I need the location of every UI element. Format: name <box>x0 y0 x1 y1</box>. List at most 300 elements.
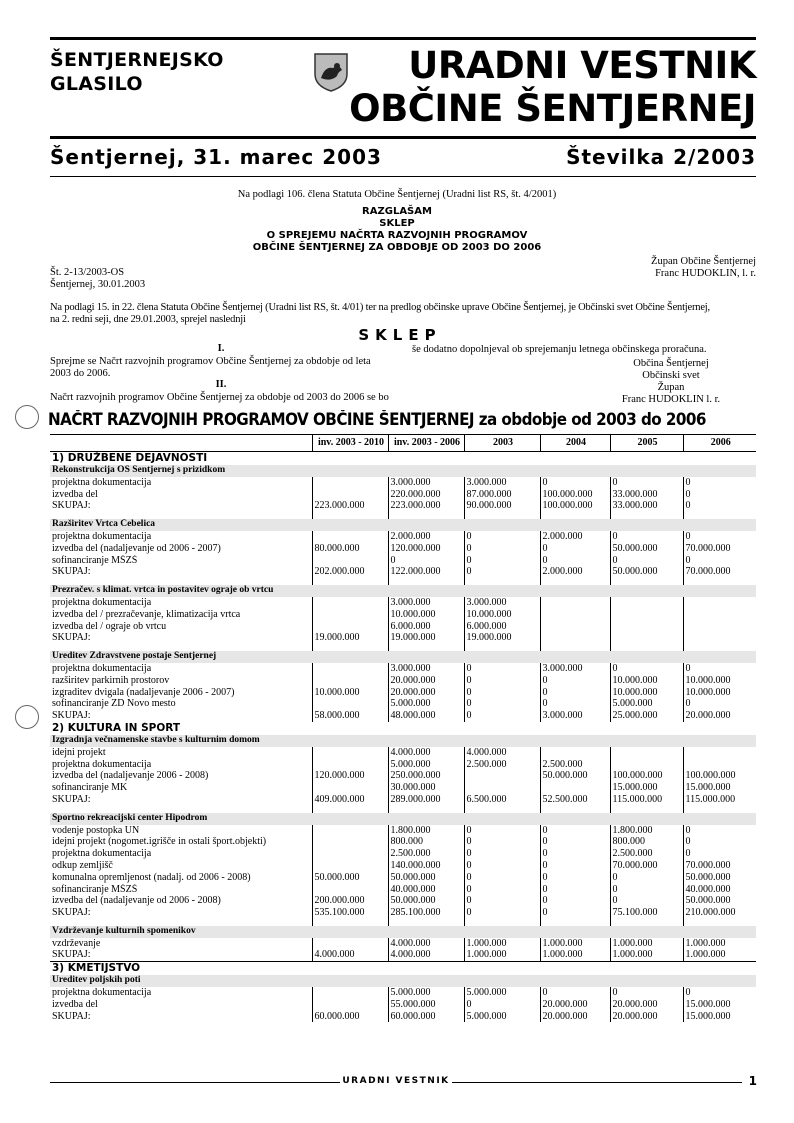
amount-cell: 0 <box>683 825 756 837</box>
amount-cell: 0 <box>540 884 610 896</box>
amount-cell: 0 <box>540 895 610 907</box>
table-row <box>50 489 756 501</box>
amount-cell: 0 <box>464 872 540 884</box>
spacer-cell <box>683 919 756 926</box>
amount-cell: 1.000.000 <box>610 949 683 961</box>
project-row <box>50 813 756 825</box>
table-row <box>50 597 756 609</box>
amount-cell: 0 <box>610 895 683 907</box>
proclamation-l3: O SPREJEMU NAČRTA RAZVOJNIH PROGRAMOV <box>266 230 528 241</box>
decision-art1-line-1: Sprejme se Načrt razvojnih programov Občine Šentjernej za obdobje od leta <box>50 356 371 367</box>
glasilo-line-2: GLASILO <box>50 73 143 95</box>
amount-cell: 0 <box>683 531 756 543</box>
amount-cell <box>312 621 388 633</box>
amount-cell: 120.000.000 <box>388 543 464 555</box>
amount-cell: 0 <box>610 884 683 896</box>
amount-cell: 80.000.000 <box>312 543 388 555</box>
total-row <box>50 566 756 578</box>
total-row <box>50 1011 756 1023</box>
total-row <box>50 500 756 512</box>
amount-cell: 0 <box>464 566 540 578</box>
publication-title-line-2: OBČINE ŠENTJERNEJ <box>349 87 756 130</box>
amount-cell: 0 <box>683 500 756 512</box>
amount-cell: 100.000.000 <box>540 489 610 501</box>
row-label: projektna dokumentacija <box>52 476 152 488</box>
decision-sig-3: Župan <box>657 382 685 393</box>
amount-cell <box>312 759 388 771</box>
row-label: SKUPAJ: <box>52 907 91 919</box>
project-row <box>50 975 756 987</box>
spacer-cell <box>312 644 388 651</box>
amount-cell: 33.000.000 <box>610 500 683 512</box>
amount-cell: 3.000.000 <box>388 477 464 489</box>
amount-cell: 2.500.000 <box>388 848 464 860</box>
row-label: SKUPAJ: <box>52 566 91 578</box>
amount-cell: 0 <box>464 543 540 555</box>
spacer-cell <box>312 512 388 519</box>
amount-cell: 4.000.000 <box>388 747 464 759</box>
column-header: inv. 2003 - 2006 <box>388 435 464 452</box>
amount-cell: 50.000.000 <box>540 770 610 782</box>
project-title: Ureditev Zdravstvene postaje Šentjernej <box>50 651 756 663</box>
amount-cell: 0 <box>540 836 610 848</box>
row-label: izvedba del <box>52 998 98 1010</box>
proclamation-sig-2: Franc HUDOKLIN, l. r. <box>655 268 756 279</box>
footer-label: URADNI VESTNIK <box>342 1076 450 1086</box>
table-row <box>50 663 756 675</box>
amount-cell: 4.000.000 <box>464 747 540 759</box>
row-label: SKUPAJ: <box>52 500 91 512</box>
amount-cell: 10.000.000 <box>610 675 683 687</box>
amount-cell: 20.000.000 <box>540 1011 610 1023</box>
column-header: inv. 2003 - 2010 <box>312 435 388 452</box>
row-label: odkup zemljišč <box>52 859 113 871</box>
row-label: SKUPAJ: <box>52 632 91 644</box>
publication-title-line-1: URADNI VESTNIK <box>408 44 756 87</box>
amount-cell: 0 <box>464 698 540 710</box>
column-header: 2005 <box>610 435 683 452</box>
amount-cell <box>610 609 683 621</box>
amount-cell <box>610 759 683 771</box>
amount-cell <box>312 860 388 872</box>
spacer-cell <box>540 578 610 585</box>
table-row <box>50 687 756 699</box>
decision-heading: SKLEP <box>358 326 442 344</box>
table-body <box>50 435 756 1023</box>
amount-cell: 19.000.000 <box>388 632 464 644</box>
amount-cell: 50.000.000 <box>312 872 388 884</box>
amount-cell <box>312 938 388 950</box>
section-title: 2) KULTURA IN ŠPORT <box>52 721 181 734</box>
amount-cell <box>312 531 388 543</box>
amount-cell: 2.500.000 <box>464 759 540 771</box>
amount-cell: 6.000.000 <box>388 621 464 633</box>
spacer-cell <box>388 644 464 651</box>
amount-cell: 0 <box>540 698 610 710</box>
amount-cell: 0 <box>610 477 683 489</box>
amount-cell: 1.000.000 <box>683 938 756 950</box>
amount-cell: 30.000.000 <box>388 782 464 794</box>
amount-cell: 0 <box>683 848 756 860</box>
amount-cell <box>610 747 683 759</box>
row-label: projektna dokumentacija <box>52 758 152 770</box>
amount-cell: 0 <box>464 531 540 543</box>
spacer-cell <box>610 806 683 813</box>
amount-cell: 33.000.000 <box>610 489 683 501</box>
footer-rule-right <box>452 1082 742 1083</box>
amount-cell: 0 <box>464 999 540 1011</box>
row-label: komunalna opremljenost (nadalj. od 2006 - 2008) <box>52 871 251 883</box>
table-row <box>50 698 756 710</box>
amount-cell: 60.000.000 <box>388 1011 464 1023</box>
spacer-cell <box>610 919 683 926</box>
table-row <box>50 531 756 543</box>
amount-cell: 3.000.000 <box>388 597 464 609</box>
amount-cell: 20.000.000 <box>388 687 464 699</box>
amount-cell <box>540 621 610 633</box>
row-label: SKUPAJ: <box>52 949 91 961</box>
amount-cell <box>312 698 388 710</box>
amount-cell: 0 <box>540 872 610 884</box>
table-row <box>50 477 756 489</box>
table-row <box>50 895 756 907</box>
table-row <box>50 825 756 837</box>
amount-cell: 535.100.000 <box>312 907 388 919</box>
amount-cell: 0 <box>540 543 610 555</box>
amount-cell: 5.000.000 <box>388 698 464 710</box>
spacer-cell <box>312 578 388 585</box>
amount-cell: 0 <box>464 860 540 872</box>
amount-cell: 60.000.000 <box>312 1011 388 1023</box>
project-title: Ureditev poljskih poti <box>50 975 756 987</box>
amount-cell: 58.000.000 <box>312 710 388 722</box>
decision-article-1: I. <box>217 343 225 354</box>
amount-cell: 800.000 <box>610 836 683 848</box>
spacer-cell <box>50 578 312 585</box>
amount-cell <box>312 489 388 501</box>
amount-cell: 800.000 <box>388 836 464 848</box>
spacer-cell <box>683 512 756 519</box>
amount-cell <box>312 609 388 621</box>
amount-cell: 5.000.000 <box>464 1011 540 1023</box>
spacer-row <box>50 919 756 926</box>
amount-cell: 0 <box>540 860 610 872</box>
decision-sig-2: Občinski svet <box>642 370 700 381</box>
decision-article-1-text <box>50 356 395 380</box>
spacer-cell <box>312 919 388 926</box>
amount-cell <box>610 597 683 609</box>
amount-cell: 10.000.000 <box>388 609 464 621</box>
amount-cell: 250.000.000 <box>388 770 464 782</box>
amount-cell: 2.500.000 <box>540 759 610 771</box>
amount-cell <box>683 621 756 633</box>
table-header-row <box>50 435 756 452</box>
project-row <box>50 519 756 531</box>
row-label: projektna dokumentacija <box>52 662 152 674</box>
amount-cell: 5.000.000 <box>388 759 464 771</box>
project-row <box>50 651 756 663</box>
amount-cell <box>683 747 756 759</box>
masthead-rule <box>50 136 756 139</box>
row-label: idejni projekt (nogomet.igrišče in ostali šport.objekti) <box>52 836 267 848</box>
amount-cell: 122.000.000 <box>388 566 464 578</box>
total-row <box>50 949 756 961</box>
section-row <box>50 962 756 976</box>
amount-cell: 100.000.000 <box>540 500 610 512</box>
amount-cell: 1.000.000 <box>464 938 540 950</box>
amount-cell <box>540 747 610 759</box>
amount-cell: 6.000.000 <box>464 621 540 633</box>
project-title: Izgradnja večnamenske stavbe s kulturnim domom <box>50 735 756 747</box>
total-row <box>50 794 756 806</box>
amount-cell: 90.000.000 <box>464 500 540 512</box>
amount-cell: 1.800.000 <box>610 825 683 837</box>
amount-cell: 223.000.000 <box>388 500 464 512</box>
table-row <box>50 987 756 999</box>
proclamation-sig-1: Župan Občine Šentjernej <box>651 256 756 267</box>
spacer-row <box>50 512 756 519</box>
spacer-cell <box>464 919 540 926</box>
amount-cell: 3.000.000 <box>540 710 610 722</box>
project-row <box>50 585 756 597</box>
row-label: izvedba del / ograje ob vrtcu <box>52 620 167 632</box>
amount-cell: 0 <box>540 477 610 489</box>
amount-cell: 0 <box>610 555 683 567</box>
row-label: vodenje postopka UN <box>52 824 140 836</box>
amount-cell: 10.000.000 <box>312 687 388 699</box>
proclamation-l4: OBČINE ŠENTJERNEJ ZA OBDOBJE OD 2003 DO 2006 <box>252 242 542 253</box>
spacer-cell <box>683 806 756 813</box>
amount-cell: 0 <box>683 987 756 999</box>
amount-cell <box>312 999 388 1011</box>
amount-cell: 0 <box>540 555 610 567</box>
amount-cell: 2.000.000 <box>540 531 610 543</box>
amount-cell: 0 <box>540 848 610 860</box>
thin-rule <box>50 176 756 177</box>
table-row <box>50 836 756 848</box>
amount-cell: 0 <box>464 884 540 896</box>
amount-cell: 15.000.000 <box>683 1011 756 1023</box>
amount-cell <box>683 597 756 609</box>
proclamation-intro: Na podlagi 106. člena Statuta Občine Šentjernej (Uradni list RS, št. 4/2001) <box>237 189 557 200</box>
amount-cell: 285.100.000 <box>388 907 464 919</box>
amount-cell: 0 <box>464 710 540 722</box>
amount-cell: 1.000.000 <box>464 949 540 961</box>
amount-cell: 4.000.000 <box>312 949 388 961</box>
table-row <box>50 609 756 621</box>
decision-intro-2: na 2. redni seji, dne 29.01.2003, sprejel naslednji <box>50 314 246 325</box>
amount-cell: 0 <box>464 848 540 860</box>
amount-cell: 100.000.000 <box>610 770 683 782</box>
row-label: sofinanciranje ZD Novo mesto <box>52 698 176 710</box>
amount-cell: 140.000.000 <box>388 860 464 872</box>
amount-cell: 15.000.000 <box>610 782 683 794</box>
amount-cell <box>464 770 540 782</box>
amount-cell: 1.800.000 <box>388 825 464 837</box>
amount-cell: 0 <box>388 555 464 567</box>
amount-cell: 70.000.000 <box>683 543 756 555</box>
spacer-cell <box>464 578 540 585</box>
amount-cell: 120.000.000 <box>312 770 388 782</box>
amount-cell: 19.000.000 <box>464 632 540 644</box>
amount-cell: 210.000.000 <box>683 907 756 919</box>
spacer-cell <box>464 512 540 519</box>
amount-cell <box>540 597 610 609</box>
spacer-row <box>50 806 756 813</box>
amount-cell: 20.000.000 <box>610 1011 683 1023</box>
proclamation-heading <box>150 206 644 254</box>
section-row <box>50 722 756 735</box>
section-row <box>50 452 756 466</box>
amount-cell: 0 <box>683 836 756 848</box>
spacer-cell <box>50 806 312 813</box>
row-label: sofinanciranje MŠZŠ <box>52 554 138 566</box>
table-title: NAČRT RAZVOJNIH PROGRAMOV OBČINE ŠENTJERNEJ za obdobje od 2003 do 2006 <box>48 410 706 429</box>
spacer-cell <box>50 512 312 519</box>
project-title: Vzdrževanje kulturnih spomenikov <box>50 926 756 938</box>
amount-cell: 0 <box>683 698 756 710</box>
amount-cell <box>464 782 540 794</box>
amount-cell <box>312 747 388 759</box>
amount-cell: 50.000.000 <box>683 872 756 884</box>
amount-cell: 15.000.000 <box>683 782 756 794</box>
spacer-cell <box>50 919 312 926</box>
amount-cell: 0 <box>464 836 540 848</box>
table-row <box>50 999 756 1011</box>
amount-cell: 5.000.000 <box>388 987 464 999</box>
spacer-cell <box>540 644 610 651</box>
spacer-cell <box>464 806 540 813</box>
spacer-cell <box>683 644 756 651</box>
spacer-row <box>50 644 756 651</box>
decision-art2-line-1: Načrt razvojnih programov Občine Šentjernej za obdobje od 2003 do 2006 se bo <box>50 392 389 403</box>
amount-cell: 0 <box>683 489 756 501</box>
page-number: 1 <box>748 1074 757 1088</box>
amount-cell: 409.000.000 <box>312 794 388 806</box>
project-row <box>50 735 756 747</box>
amount-cell: 10.000.000 <box>683 687 756 699</box>
amount-cell: 20.000.000 <box>610 999 683 1011</box>
table-row <box>50 747 756 759</box>
row-label: sofinanciranje MK <box>52 782 128 794</box>
row-label: izvedba del (nadaljevanje od 2006 - 2008) <box>52 895 221 907</box>
amount-cell: 0 <box>540 825 610 837</box>
row-label: SKUPAJ: <box>52 710 91 722</box>
spacer-cell <box>388 512 464 519</box>
amount-cell: 0 <box>464 663 540 675</box>
amount-cell: 50.000.000 <box>610 543 683 555</box>
amount-cell: 3.000.000 <box>388 663 464 675</box>
table-row <box>50 884 756 896</box>
issue-date: Šentjernej, 31. marec 2003 <box>50 145 382 169</box>
spacer-cell <box>610 644 683 651</box>
decision-continuation: še dodatno dopolnjeval ob sprejemanju letnega občinskega proračuna. <box>412 344 707 355</box>
amount-cell: 48.000.000 <box>388 710 464 722</box>
amount-cell: 40.000.000 <box>683 884 756 896</box>
spacer-cell <box>388 578 464 585</box>
amount-cell: 55.000.000 <box>388 999 464 1011</box>
row-label: razširitev parkirnih prostorov <box>52 674 170 686</box>
amount-cell: 0 <box>540 675 610 687</box>
amount-cell: 100.000.000 <box>683 770 756 782</box>
amount-cell: 2.500.000 <box>610 848 683 860</box>
glasilo-line-1: ŠENTJERNEJSKO <box>50 49 224 71</box>
amount-cell: 0 <box>683 555 756 567</box>
amount-cell: 0 <box>464 895 540 907</box>
amount-cell: 4.000.000 <box>388 938 464 950</box>
amount-cell: 0 <box>610 872 683 884</box>
project-title: Rekonstrukcija OŠ Šentjernej s prizidkom <box>50 465 756 477</box>
amount-cell: 15.000.000 <box>683 999 756 1011</box>
amount-cell <box>312 477 388 489</box>
project-title: Športno rekreacijski center Hipodrom <box>50 813 756 825</box>
row-label: izvedba del (nadaljevanje od 2006 - 2007) <box>52 542 221 554</box>
proclamation-l2: SKLEP <box>379 218 415 229</box>
amount-cell <box>312 663 388 675</box>
amount-cell <box>312 884 388 896</box>
amount-cell: 25.000.000 <box>610 710 683 722</box>
amount-cell: 10.000.000 <box>464 609 540 621</box>
row-label: sofinanciranje MŠZŠ <box>52 883 138 895</box>
amount-cell: 40.000.000 <box>388 884 464 896</box>
row-label: projektna dokumentacija <box>52 848 152 860</box>
spacer-cell <box>388 806 464 813</box>
amount-cell: 1.000.000 <box>540 949 610 961</box>
row-label: idejni projekt <box>52 746 106 758</box>
decision-sig-4: Franc HUDOKLIN l. r. <box>621 394 721 405</box>
row-label: izvedba del (nadaljevanje 2006 - 2008) <box>52 770 209 782</box>
amount-cell: 20.000.000 <box>683 710 756 722</box>
amount-cell <box>683 759 756 771</box>
amount-cell <box>540 782 610 794</box>
amount-cell: 75.100.000 <box>610 907 683 919</box>
amount-cell: 19.000.000 <box>312 632 388 644</box>
amount-cell: 0 <box>610 987 683 999</box>
amount-cell: 2.000.000 <box>540 566 610 578</box>
project-row <box>50 926 756 938</box>
decision-signature <box>596 358 746 406</box>
table-row <box>50 675 756 687</box>
amount-cell <box>683 609 756 621</box>
table-row <box>50 782 756 794</box>
amount-cell <box>683 632 756 644</box>
table-row <box>50 770 756 782</box>
row-label: izvedba del <box>52 488 98 500</box>
total-row <box>50 632 756 644</box>
decision-sig-1: Občina Šentjernej <box>633 358 709 369</box>
table-row <box>50 555 756 567</box>
project-row <box>50 465 756 477</box>
amount-cell: 70.000.000 <box>683 860 756 872</box>
amount-cell: 2.000.000 <box>388 531 464 543</box>
amount-cell: 10.000.000 <box>610 687 683 699</box>
amount-cell <box>610 621 683 633</box>
amount-cell: 0 <box>540 907 610 919</box>
spacer-cell <box>540 512 610 519</box>
amount-cell: 5.000.000 <box>610 698 683 710</box>
amount-cell <box>312 555 388 567</box>
spacer-cell <box>464 644 540 651</box>
amount-cell: 115.000.000 <box>683 794 756 806</box>
table-row <box>50 848 756 860</box>
amount-cell: 1.000.000 <box>683 949 756 961</box>
decision-art1-line-2: 2003 do 2006. <box>50 368 111 379</box>
row-label: vzdrževanje <box>52 937 101 949</box>
amount-cell: 115.000.000 <box>610 794 683 806</box>
proclamation-signature <box>556 256 756 280</box>
amount-cell: 202.000.000 <box>312 566 388 578</box>
amount-cell: 3.000.000 <box>464 477 540 489</box>
